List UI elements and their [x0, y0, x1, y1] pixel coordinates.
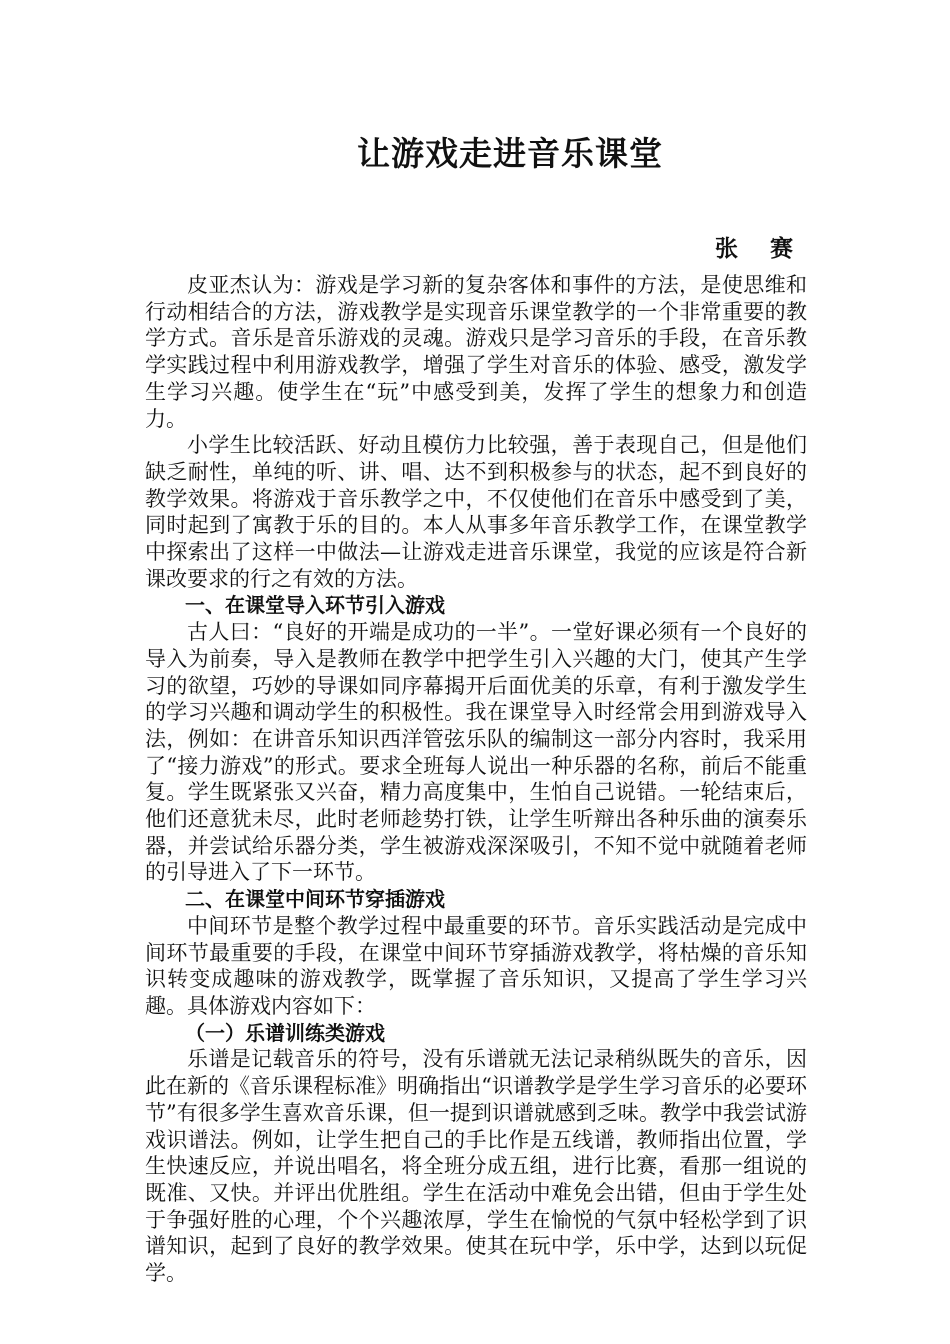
- document-title: 让游戏走进音乐课堂: [357, 134, 663, 173]
- subsection-1-paragraph: 乐谱是记载音乐的符号，没有乐谱就无法记录稍纵既失的音乐，因此在新的《音乐课程标准》明确指出“识谱教学是学生学习音乐的必要环节”有很多学生喜欢音乐课，但一提到识谱就感到乏味。教学中我尝试游戏识谱法。例如，让学生把自己的手比作是五线谱，教师指出位置，学生快速反应，并说出唱名，将全班分成五组，进行比赛，看那一组说的既准、又快。并评出优胜组。学生在活动中难免会出错，但由于学生处于争强好胜的心理，个个兴趣浓厚，学生在愉悦的气氛中轻松学到了识谱知识，起到了良好的教学效果。使其在玩中学，乐中学，达到以玩促学。: [145, 1047, 807, 1286]
- section-2-heading: 二、在课堂中间环节穿插游戏: [185, 887, 445, 912]
- intro-paragraph-1: 皮亚杰认为：游戏是学习新的复杂客体和事件的方法，是使思维和行动相结合的方法，游戏教学是实现音乐课堂教学的一个非常重要的教学方式。音乐是音乐游戏的灵魂。游戏只是学习音乐的手段，在音乐教学实践过程中利用游戏教学，增强了学生对音乐的体验、感受，激发学生学习兴趣。使学生在“玩”中感受到美，发挥了学生的想象力和创造力。: [145, 273, 807, 431]
- intro-paragraph-2: 小学生比较活跃、好动且模仿力比较强，善于表现自己，但是他们缺乏耐性，单纯的听、讲、唱、达不到积极参与的状态，起不到良好的教学效果。将游戏于音乐教学之中，不仅使他们在音乐中感受到了美，同时起到了寓教于乐的目的。本人从事多年音乐教学工作，在课堂教学中探索出了这样一中做法—让游戏走进音乐课堂，我觉的应该是符合新课改要求的行之有效的方法。: [145, 433, 807, 591]
- section-1-heading: 一、在课堂导入环节引入游戏: [185, 593, 445, 618]
- subsection-1-heading: （一）乐谱训练类游戏: [185, 1020, 385, 1045]
- author-name: 张 赛: [714, 235, 805, 262]
- section-1-paragraph: 古人曰：“良好的开端是成功的一半”。一堂好课必须有一个良好的导入为前奏，导入是教师在教学中把学生引入兴趣的大门，使其产生学习的欲望，巧妙的导课如同序幕揭开后面优美的乐章，有利于激发学生的学习兴趣和调动学生的积极性。我在课堂导入时经常会用到游戏导入法，例如：在讲音乐知识西洋管弦乐队的编制这一部分内容时，我采用了“接力游戏”的形式。要求全班每人说出一种乐器的名称，前后不能重复。学生既紧张又兴奋，精力高度集中，生怕自己说错。一轮结束后，他们还意犹未尽，此时老师趁势打铁，让学生听辩出各种乐曲的演奏乐器，并尝试给乐器分类，学生被游戏深深吸引，不知不觉中就随着老师的引导进入了下一环节。: [145, 620, 807, 885]
- document-body: [145, 272, 807, 1287]
- section-2-paragraph: 中间环节是整个教学过程中最重要的环节。音乐实践活动是完成中间环节最重要的手段，在课堂中间环节穿插游戏教学，将枯燥的音乐知识转变成趣味的游戏教学，既掌握了音乐知识，又提高了学生学习兴趣。具体游戏内容如下：: [145, 913, 807, 1018]
